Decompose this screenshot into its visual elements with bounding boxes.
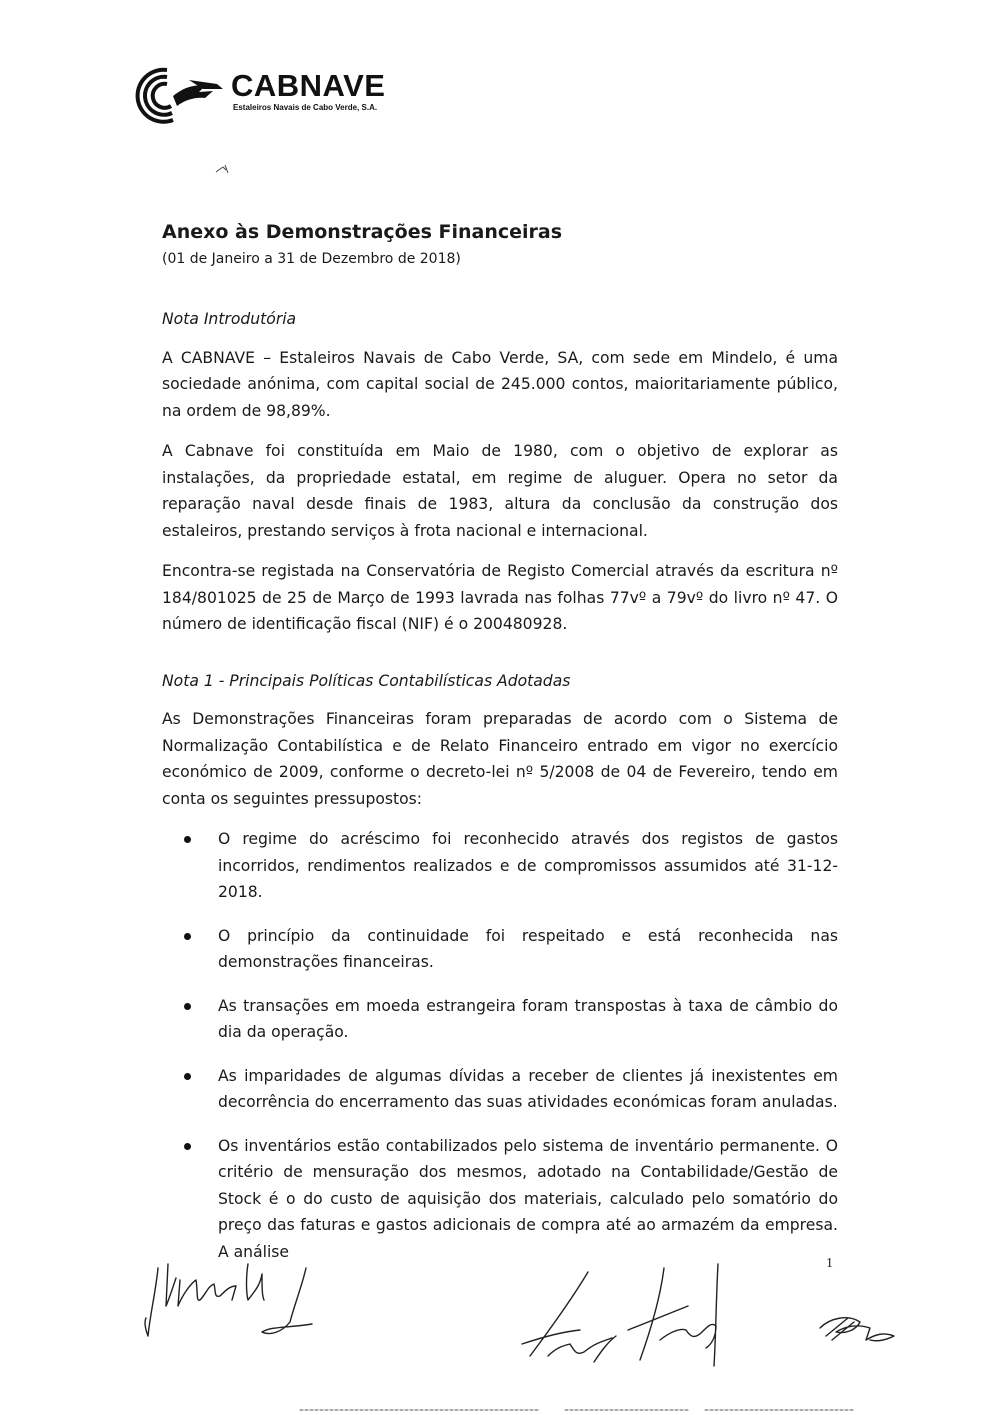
list-item: As imparidades de algumas dívidas a receber de clientes já inexistentes em decorrência do encerramento das suas atividades económicas foram anuladas.: [162, 1063, 838, 1116]
bullet-icon: [184, 933, 191, 940]
paragraph: Encontra-se registada na Conservatória de Registo Comercial através da escritura nº 184/801025 de 25 de Março de 1993 lavrada nas folhas 77vº a 79vº do livro nº 47. O número de identificação fiscal (NIF) é o 200480928.: [162, 562, 838, 633]
document-period: (01 de Janeiro a 31 de Dezembro de 2018): [162, 251, 461, 267]
signatures: [0, 1240, 1000, 1415]
section-heading-note1: Nota 1 - Principais Políticas Contabilísticas Adotadas: [162, 671, 571, 690]
signature-5: [820, 1318, 894, 1341]
list-item: O regime do acréscimo foi reconhecido através dos registos de gastos incorridos, rendimentos realizados e de compromissos assumidos até 31-12-2018.: [162, 826, 838, 906]
bullet-icon: [184, 1143, 191, 1150]
bullet-list: [162, 826, 838, 1265]
scan-mark: [214, 162, 234, 176]
company-name: CABNAVE: [231, 68, 386, 103]
cabnave-logo-icon: [133, 62, 233, 132]
page-number: 1: [826, 1256, 833, 1271]
paragraph: As Demonstrações Financeiras foram preparadas de acordo com o Sistema de Normalização Contabilística e de Relato Financeiro entrado em vigor no exercício económico de 2009, conforme o decreto-lei nº 5/2008 de 04 de Fevereiro, tendo em conta os seguintes pressupostos:: [162, 710, 838, 808]
company-logo: [133, 62, 433, 132]
signature-3: [522, 1272, 616, 1362]
document-body: [162, 218, 838, 1282]
bullet-icon: [184, 1003, 191, 1010]
document-title: Anexo às Demonstrações Financeiras: [162, 221, 563, 243]
signature-4: [628, 1264, 718, 1366]
section-heading-intro: Nota Introdutória: [162, 310, 297, 328]
paragraph: A Cabnave foi constituída em Maio de 1980, com o objetivo de explorar as instalações, da propriedade estatal, em regime de aluguer. Opera no setor da reparação naval desde finais de 1983, altura da conclusão da construção dos estaleiros, prestando serviços à frota nacional e internacional.: [162, 442, 838, 540]
signature-2: [262, 1268, 312, 1334]
paragraph: A CABNAVE – Estaleiros Navais de Cabo Verde, SA, com sede em Mindelo, é uma sociedade anónima, com capital social de 245.000 contos, maioritariamente público, na ordem de 98,89%.: [162, 348, 838, 420]
list-item: As transações em moeda estrangeira foram transpostas à taxa de câmbio do dia da operação.: [162, 993, 838, 1046]
company-fullname: Estaleiros Navais de Cabo Verde, S.A.: [233, 103, 378, 112]
bullet-icon: [184, 836, 191, 843]
signature-1: [145, 1264, 264, 1336]
list-item: O princípio da continuidade foi respeitado e está reconhecida nas demonstrações financeiras.: [162, 923, 838, 976]
list-item: Os inventários estão contabilizados pelo sistema de inventário permanente. O critério de mensuração dos mesmos, adotado na Contabilidade/Gestão de Stock é o do custo de aquisição dos materiais, calculado pelo somatório do preço das faturas e gastos adicionais de compra até ao armazém da empresa. A análise: [162, 1133, 838, 1266]
bullet-icon: [184, 1073, 191, 1080]
